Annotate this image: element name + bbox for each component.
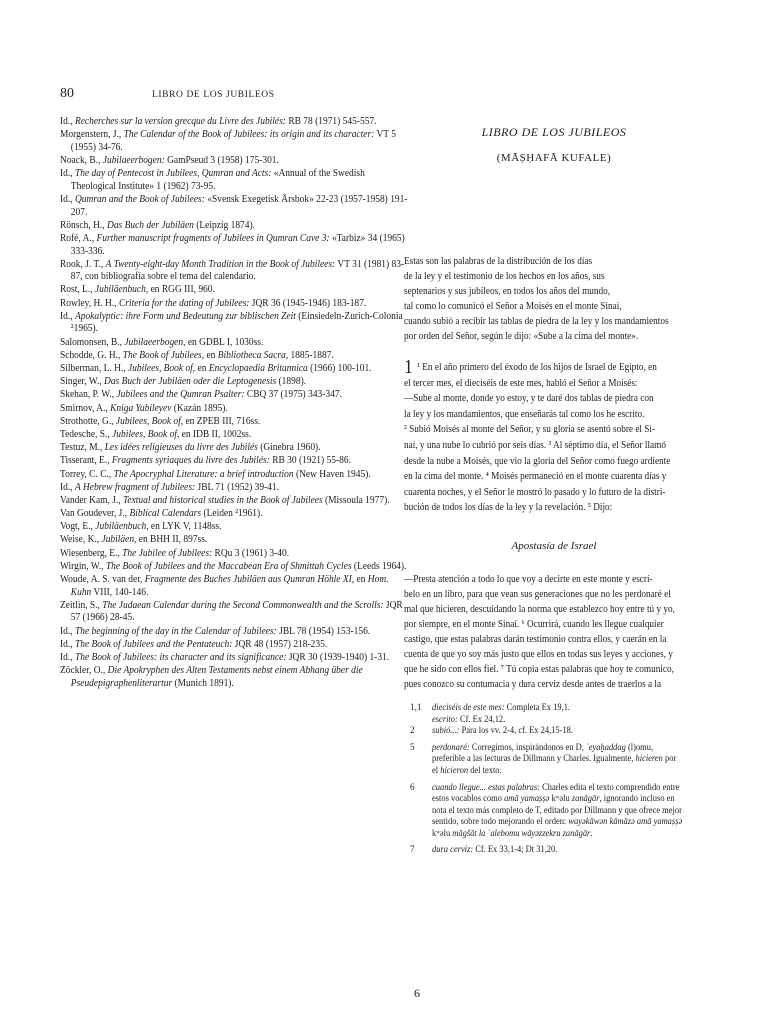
chapter-1 <box>404 356 704 516</box>
bibliography-entry: Wiesenberg, E., The Jubilee of Jubilees: RQu 3 (1961) 3-40. <box>60 547 290 559</box>
bibliography-list <box>60 116 408 690</box>
footnote-ref: 5 <box>410 741 415 752</box>
prologue-line: por orden del Señor, según le dijo: «Sube a la cima del monte». <box>404 331 639 342</box>
text-line: cuenta de que yo soy más justo que ellos en todas sus leyes y acciones, y <box>404 648 673 660</box>
bibliography-entry: Vander Kam, J., Textual and historical studies in the Book of Jubilees (Missoula 1977). <box>60 494 390 506</box>
bibliography-entry: Noack, B., Jubilaeerbogen: GamPseud 3 (1958) 175-301. <box>60 154 279 166</box>
text-line: castigo, que estas palabras darán testimonio contra ellos, y caerán en la <box>404 633 667 645</box>
text-line: cuarenta noches, y el Señor le mostró lo pasado y lo futuro de la distri- <box>404 486 666 498</box>
bibliography-entry: Salomonsen, B., Jubilaeerbogen, en GDBL I, 1030ss. <box>60 336 264 348</box>
footnote-ref: 2 <box>410 725 415 736</box>
text-line: ² Subió Moisés al monte del Señor, y su gloria se asentó sobre el Si- <box>404 424 656 436</box>
text-line: pues conozco su contumacia y dura cerviz desde antes de traerlos a la <box>404 678 662 690</box>
bibliography-entry: Rofé, A., Further manuscript fragments of Jubilees in Qumran Cave 3: «Tarbiz» 34 (1965) 333-336. <box>60 232 405 257</box>
prologue-line: Estas son las palabras de la distribución de los días <box>404 256 593 267</box>
footnote-text: subió...: Para los vv. 2-4, cf. Ex 24,15-18. <box>432 725 574 736</box>
bibliography-entry: Rost, L., Jubiläenbuch, en RGG III, 960. <box>60 284 215 296</box>
chapter-text <box>404 376 704 516</box>
book-title: LIBRO DE LOS JUBILEOS <box>481 125 627 139</box>
prologue-line: de la ley y el testimonio de los hechos en los años, sus <box>404 271 605 282</box>
running-title: LIBRO DE LOS JUBILEOS <box>152 90 275 100</box>
prologue-line: septenarios y sus jubileos, en todos los años del mundo, <box>404 286 611 297</box>
chapter-first-line-text: ¹ En el año primero del éxodo de los hijos de Israel de Egipto, en <box>417 362 657 373</box>
text-line: que he sido con ellos fiel. ⁷ Tú copia estas palabras que hoy te comunico, <box>404 663 674 675</box>
bibliography-entry: Torrey, C. C., The Apocryphal Literature: a brief introduction (New Haven 1945). <box>60 468 371 480</box>
text-line: —Sube al monte, donde yo estoy, y te daré dos tablas de piedra con <box>404 393 654 405</box>
text-line: mal que hicieren, descuidando la norma que establezco hoy entre tú y yo, <box>404 603 675 615</box>
section-heading: Apostasía de Israel <box>511 539 597 552</box>
page-number: 80 <box>60 86 74 101</box>
footnote <box>404 725 704 737</box>
bibliography-entry: Strothotte, G., Jubilees, Book of, en ZPEB III, 716ss. <box>60 415 261 427</box>
right-page <box>404 125 704 856</box>
chapter-first-line <box>404 356 668 378</box>
footnote-ref: 6 <box>410 781 415 792</box>
chapter-number: 1 <box>404 356 413 378</box>
footnote-text: dura cerviz: Cf. Ex 33,1-4; Dt 31,20. <box>432 844 558 855</box>
footnote <box>404 742 704 777</box>
section-text <box>404 572 704 692</box>
bibliography-entry: Tedesche, S., Jubilees, Book of, en IDB II, 1002ss. <box>60 428 252 440</box>
bibliography-entry: Morgenstern, J., The Calendar of the Book of Jubilees: its origin and its character: VT 5 (1955) 34-76. <box>60 129 396 153</box>
footnote-ref <box>404 714 432 726</box>
footnote-ref: 1,1 <box>410 701 422 712</box>
footnote-text: escrito: Cf. Ex 24,12. <box>432 713 506 724</box>
bibliography-entry: Skehan, P. W., Jubilees and the Qumran Psalter: CBQ 37 (1975) 343-347. <box>60 389 342 401</box>
footer-page-number: 6 <box>414 986 420 1000</box>
footnote <box>404 782 704 840</box>
bibliography-entry: Rook, J. T., A Twenty-eight-day Month Tradition in the Book of Jubilees: VT 31 (1981) 83-87, con bibliografía sobre el tema del calendario. <box>60 258 405 283</box>
left-page <box>60 86 408 691</box>
bibliography-entry: Rönsch, H., Das Buch der Jubiläen (Leipzig 1874). <box>60 219 256 231</box>
bibliography-entry: Tisserant, E., Fragments syriaques du livre des Jubilés: RB 30 (1921) 55-86. <box>60 455 351 467</box>
bibliography-entry: Rowley, H. H., Criteria for the dating of Jubilees: JQR 36 (1945-1946) 183-187. <box>60 297 367 309</box>
text-line: bución de todos los días de la ley y la revelación. ⁵ Dijo: <box>404 502 613 514</box>
bibliography-entry: Id., Recherches sur la version grecque du Livre des Jubilés: RB 78 (1971) 545-557. <box>60 116 377 127</box>
footnote-text: dieciséis de este mes: Completa Ex 19,1. <box>432 701 571 712</box>
bibliography-entry: Van Goudever, J., Biblical Calendars (Leiden ²1961). <box>60 508 263 520</box>
bibliography-entry: Singer, W., Das Buch der Jubiläen oder die Leptogenesis (1898). <box>60 376 307 388</box>
bibliography-entry: Woude, A. S. van der, Fragmente des Buches Jubiläen aus Qumran Höhle XI, en Hom. Kuhn VIII, 140-146. <box>60 574 389 598</box>
footnote <box>404 702 704 714</box>
text-line: —Presta atención a todo lo que voy a decirte en este monte y escrí- <box>404 573 653 585</box>
bibliography-entry: Id., The Book of Jubilees: its character and its significance: JQR 30 (1939-1940) 1-31. <box>60 651 390 663</box>
footnote-text: cuando llegue... estas palabras: Charles edita el texto comprendido entre estos vocablos como amā yamaṣṣǝ kʷǝlu zanāgār, ignorando incluso en nota el texto más completo de T, editado por Dillmann y que ofrece mejor sentido, sobre todo mejorando el orden: wayǝkāwǝn kāmāzǝ amā yamaṣṣǝ kʷǝlu māgšāt la ʿalebomu wāyǝzzekru zanāgār. <box>432 781 683 838</box>
bibliography-entry: Zeitlin, S., The Judaean Calendar during the Second Commonwealth and the Scrolls: JQR 57 (1966) 28-45. <box>60 599 403 624</box>
prologue-line: cuando subió a recibir las tablas de piedra de la ley y los mandamientos <box>404 316 669 327</box>
bibliography-entry: Smirnov, A., Kniga Yubileyev (Kazán 1895). <box>60 402 228 414</box>
running-head <box>60 86 400 102</box>
bibliography-entry: Id., A Hebrew fragment of Jubilees: JBL 71 (1952) 39-41. <box>60 481 280 493</box>
text-line: belo en un libro, para que vean sus generaciones que no les perdonaré el <box>404 588 671 600</box>
bibliography-entry: Id., The beginning of the day in the Calendar of Jubilees: JBL 78 (1954) 153-156. <box>60 625 371 637</box>
text-line: por siempre, en el monte Sinaí. ⁶ Ocurrirá, cuando les llegue cualquier <box>404 618 664 630</box>
bibliography-entry: Schodde, G. H., The Book of Jubilees, en Bibliotheca Sacra, 1885-1887. <box>60 349 334 361</box>
text-line: naí, y una nube lo cubrió por seis días. ³ Al séptimo día, el Señor llamó <box>404 439 666 451</box>
text-line: desde la nube a Moisés, que vio la gloria del Señor como fuego ardiente <box>404 455 671 467</box>
bibliography-entry: Id., Apokalyptic: ihre Form und Bedeutung zur biblischen Zeit (Einsiedeln-Zurich-Colonia ²1965). <box>60 310 403 335</box>
bibliography-entry: Vogt, E., Jubiläenbuch, en LYK V, 1148ss. <box>60 521 222 533</box>
bibliography-entry: Wirgin, W., The Book of Jubilees and the Maccabean Era of Shmittah Cycles (Leeds 1964). <box>60 560 407 572</box>
book-subtitle: (MĀṢḤAFĀ KUFALE) <box>496 152 612 164</box>
bibliography-entry: Zöckler, O., Die Apokryphen des Alten Testaments nebst einem Abhang über die Pseudepigraphenliterartur (Munich 1891). <box>60 665 363 689</box>
footnotes <box>404 702 704 856</box>
bibliography-entry: Id., Qumran and the Book of Jubilees: «Svensk Exegetisk Årsbok» 22-23 (1957-1958) 191-207. <box>60 193 408 218</box>
bibliography-entry: Id., The Book of Jubilees and the Pentateuch: JQR 48 (1957) 218-235. <box>60 638 328 650</box>
prologue-line: tal como lo comunicó el Señor a Moisés en el monte Sinaí, <box>404 301 622 312</box>
bibliography-entry: Weise, K., Jubiläen, en BHH II, 897ss. <box>60 534 208 546</box>
footnote <box>404 844 704 856</box>
bibliography-entry: Testuz, M., Les idées religieuses du livre des Jubilés (Ginebra 1960). <box>60 442 321 454</box>
text-line: en la cima del monte. ⁴ Moisés permaneció en el monte cuarenta días y <box>404 471 667 483</box>
footnote-ref: 7 <box>410 844 415 855</box>
bibliography-entry: Silberman, L. H., Jubilees, Book of, en Encyclopaedia Britannica (1966) 100-101. <box>60 363 372 374</box>
footnote-text: perdonaré: Corregimos, inspirándonos en D, ʾeyaḫaddag (l)omu, preferible a las lecturas de Dillmann y Charles. Igualmente, hicieren por el hicieron del texto. <box>432 741 677 775</box>
text-line: el tercer mes, el dieciséis de este mes, habló el Señor a Moisés: <box>404 377 638 389</box>
footnote <box>404 714 704 726</box>
bibliography-entry: Id., The day of Pentecost in Jubilees, Qumran and Acts: «Annual of the Swedish Theological Institute» 1 (1962) 73-95. <box>60 168 365 192</box>
prologue <box>404 254 704 344</box>
text-line: la ley y los mandamientos, que enseñarás tal como los he escrito. <box>404 408 645 420</box>
